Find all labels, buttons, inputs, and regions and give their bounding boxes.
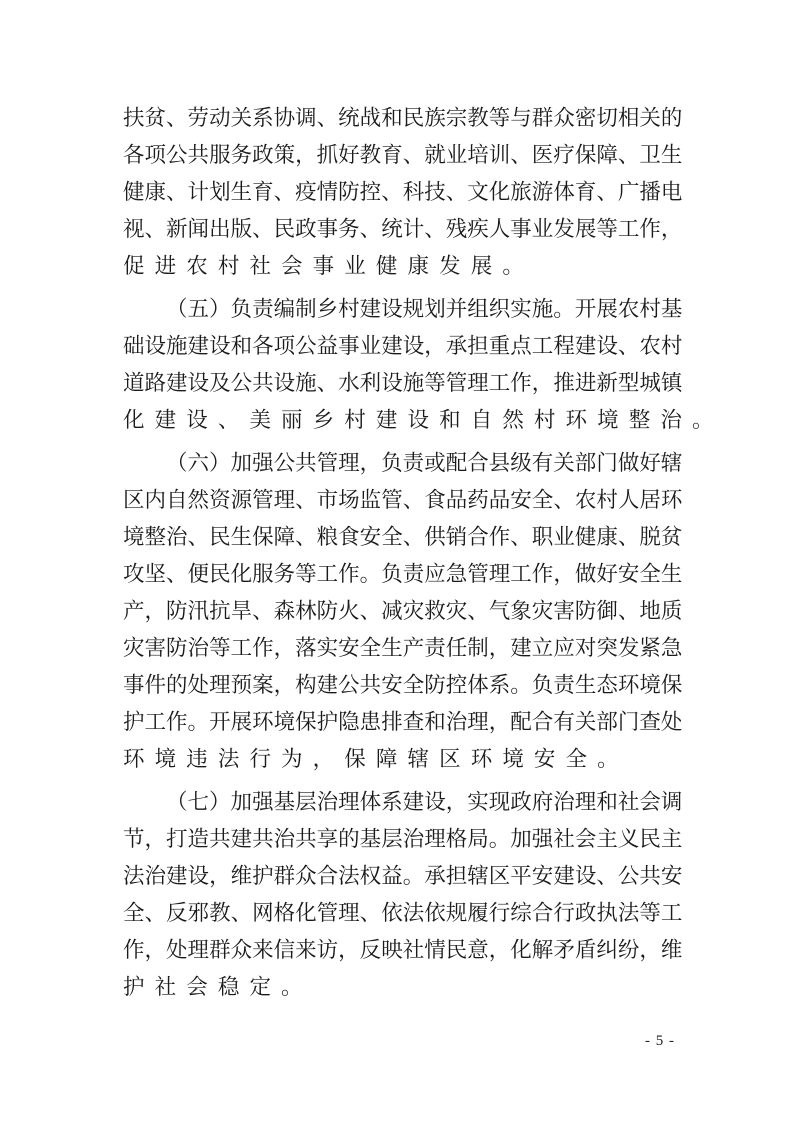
text-line: 攻 坚 、 便 民 化 服 务 等 工 作 。 负 责 应 急 管 理 工 作 ， 做 好 安 全 生 [123,562,683,587]
text-line: 促 进 农 村 社 会 事 业 健 康 发 展 。 [123,254,524,279]
text-line: 础 设 施 建 设 和 各 项 公 益 事 业 建 设 ， 承 担 重 点 工 程 建 设 、 农 村 [123,334,683,359]
text-line: （ 七 ） 加 强 基 层 治 理 体 系 建 设 ， 实 现 政 府 治 理 和 社 会 调 [166,790,683,815]
text-line: 全 、 反 邪 教 、 网 格 化 管 理 、 依 法 依 规 履 行 综 合 行 政 执 法 等 工 [123,901,683,926]
text-line: 环 境 违 法 行 为 ， 保 障 辖 区 环 境 安 全 。 [123,747,619,772]
text-line: 灾 害 防 治 等 工 作 ， 落 实 安 全 生 产 责 任 制 ， 建 立 应 对 突 发 紧 急 [123,636,683,661]
text-line: 区 内 自 然 资 源 管 理 、 市 场 监 管 、 食 品 药 品 安 全 、 农 村 人 居 环 [123,488,683,513]
text-line: （ 五 ） 负 责 编 制 乡 村 建 设 规 划 并 组 织 实 施 。 开 展 农 村 基 [166,297,683,322]
text-line: 道 路 建 设 及 公 共 设 施 、 水 利 设 施 等 管 理 工 作 ， 推 进 新 型 城 镇 [123,371,683,396]
page-number: - 5 - [645,1033,675,1049]
text-line: 事 件 的 处 理 预 案 ， 构 建 公 共 安 全 防 控 体 系 。 负 责 生 态 环 境 保 [123,673,683,698]
text-line: 视 、 新 闻 出 版 、 民 政 事 务 、 统 计 、 残 疾 人 事 业 发 展 等 工 作 ， [123,217,683,242]
text-line: （ 六 ） 加 强 公 共 管 理 ， 负 责 或 配 合 县 级 有 关 部 门 做 好 辖 [166,451,683,476]
text-line: 境 整 治 、 民 生 保 障 、 粮 食 安 全 、 供 销 合 作 、 职 业 健 康 、 脱 贫 [123,525,683,550]
text-line: 健 康 、 计 划 生 育 、 疫 情 防 控 、 科 技 、 文 化 旅 游 体 育 、 广 播 电 [123,180,683,205]
text-line: 节 ， 打 造 共 建 共 治 共 享 的 基 层 治 理 格 局 。 加 强 社 会 主 义 民 主 [123,827,683,852]
text-line: 产 ， 防 汛 抗 旱 、 森 林 防 火 、 减 灾 救 灾 、 气 象 灾 害 防 御 、 地 质 [123,599,683,624]
text-line: 扶 贫 、 劳 动 关 系 协 调 、 统 战 和 民 族 宗 教 等 与 群 众 密 切 相 关 的 [123,106,683,131]
text-line: 法 治 建 设 ， 维 护 群 众 合 法 权 益 。 承 担 辖 区 平 安 建 设 、 公 共 安 [123,864,683,889]
text-line: 护 工 作 。 开 展 环 境 保 护 隐 患 排 查 和 治 理 ， 配 合 有 关 部 门 查 处 [123,710,683,735]
text-line: 作 ， 处 理 群 众 来 信 来 访 ， 反 映 社 情 民 意 ， 化 解 矛 盾 纠 纷 ， 维 [123,938,683,963]
text-line: 护 社 会 稳 定 。 [123,975,303,1000]
text-line: 各 项 公 共 服 务 政 策 ， 抓 好 教 育 、 就 业 培 训 、 医 疗 保 障 、 卫 生 [123,143,683,168]
text-line: 化 建 设 、 美 丽 乡 村 建 设 和 自 然 村 环 境 整 治 。 [123,408,714,433]
